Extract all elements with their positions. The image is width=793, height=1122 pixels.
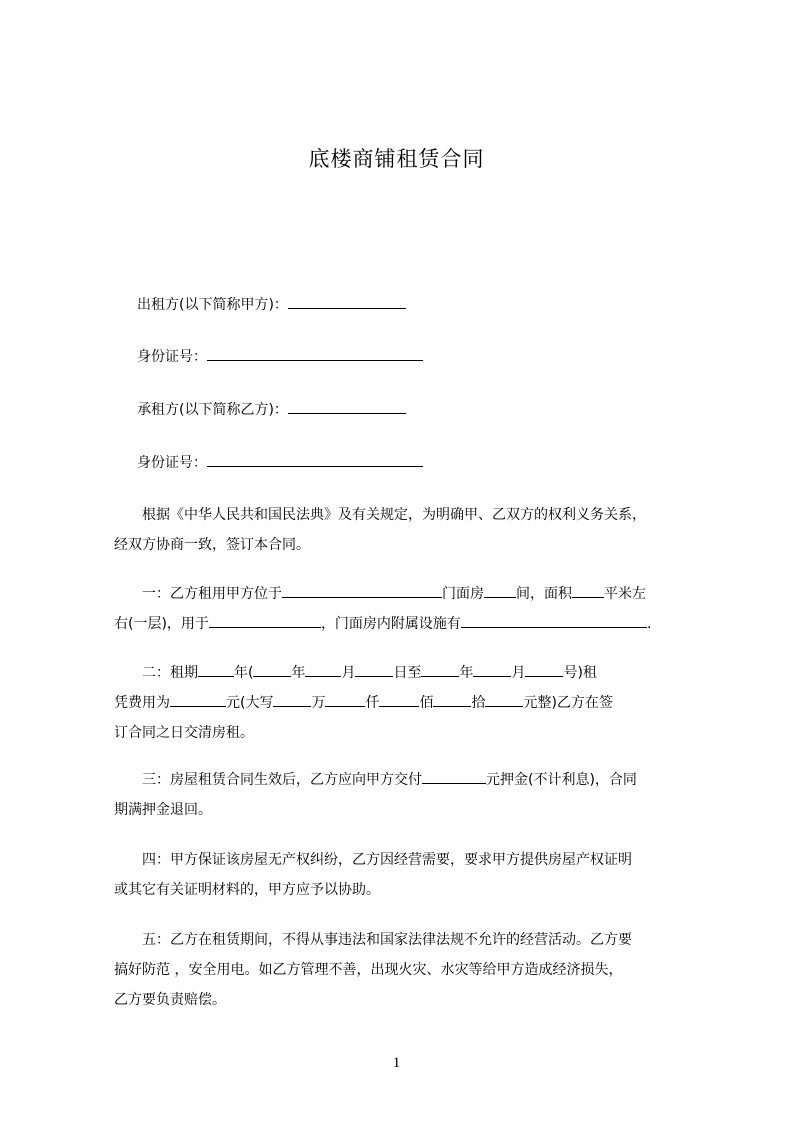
clause2-text-j: 元(大写 (226, 695, 274, 711)
clause2-text-m: 佰 (419, 695, 434, 711)
lessor-id-label: 身份证号： (137, 349, 207, 365)
clause-4 (114, 845, 714, 905)
clause1-text-d: 平米左 (604, 586, 646, 602)
clause1-location-blank[interactable] (282, 583, 442, 598)
clause1-purpose-blank[interactable] (209, 613, 321, 628)
clause2-text-e: 日至 (393, 665, 422, 681)
clause2-start-month-blank[interactable] (305, 662, 341, 677)
clause2-text-a: 二：租期 (142, 665, 198, 681)
lessor-label: 出租方(以下简称甲方)： (137, 297, 288, 313)
clause2-yuan-blank[interactable] (485, 692, 523, 707)
clause3-text-b: 元押金(不计利息)，合同 (486, 772, 637, 788)
lessor-blank[interactable] (288, 296, 406, 309)
clause2-text-d: 月 (341, 665, 356, 681)
lessee-blank[interactable] (288, 401, 406, 414)
clause4-line-1: 四：甲方保证该房屋无产权纠纷，乙方因经营需要，要求甲方提供房屋产权证明 (142, 852, 632, 868)
clause-3 (114, 765, 714, 825)
intro-paragraph (114, 500, 714, 560)
lessor-field (137, 294, 406, 314)
clause2-qian-blank[interactable] (325, 692, 365, 707)
clause2-text-o: 元整)乙方在签 (523, 695, 613, 711)
clause1-text-g: . (646, 616, 652, 632)
clause3-text-a: 三：房屋租赁合同生效后，乙方应向甲方交付 (142, 772, 422, 788)
clause-1 (114, 579, 714, 639)
clause1-text-a: 一：乙方租用甲方位于 (142, 586, 282, 602)
page-number: 1 (392, 1055, 401, 1071)
clause2-text-c: 年 (291, 665, 306, 681)
clause2-text-n: 拾 (471, 695, 486, 711)
clause2-text-l: 仟 (365, 695, 380, 711)
clause2-text-g: 月 (511, 665, 526, 681)
intro-line-1: 根据《中华人民共和国民法典》及有关规定，为明确甲、乙双方的权利义务关系， (142, 507, 646, 523)
clause2-shi-blank[interactable] (433, 692, 471, 707)
clause5-line-1: 五：乙方在租赁期间，不得从事违法和国家法律法规不允许的经营活动。乙方要 (142, 932, 632, 948)
lessor-id-blank[interactable] (207, 348, 423, 361)
clause1-area-blank[interactable] (572, 583, 604, 598)
clause1-text-b: 门面房 (442, 586, 484, 602)
lessee-field (137, 399, 406, 419)
clause-5 (114, 925, 714, 1015)
clause2-end-year-blank[interactable] (421, 662, 459, 677)
clause2-end-day-blank[interactable] (525, 662, 563, 677)
clause1-text-f: ，门面房内附属设施有 (320, 616, 461, 632)
lessee-id-field (137, 452, 423, 472)
clause3-deposit-blank[interactable] (422, 769, 486, 784)
clause3-text-c: 期满押金退回。 (114, 802, 212, 818)
clause2-text-p: 订合同之日交清房租。 (114, 725, 254, 741)
clause1-text-e: 右(一层)，用于 (114, 616, 209, 632)
clause2-wan-blank[interactable] (273, 692, 311, 707)
clause2-text-h: 号)租 (563, 665, 597, 681)
clause1-text-c: 间，面积 (516, 586, 572, 602)
lessee-id-label: 身份证号： (137, 455, 207, 471)
clause1-rooms-blank[interactable] (484, 583, 516, 598)
clause2-text-f: 年 (459, 665, 474, 681)
clause2-start-year-blank[interactable] (253, 662, 291, 677)
clause2-start-day-blank[interactable] (355, 662, 393, 677)
clause5-line-3: 乙方要负责赔偿。 (114, 992, 226, 1008)
document-title: 底楼商铺租赁合同 (308, 147, 485, 171)
clause-2 (114, 658, 714, 748)
clause2-years-blank[interactable] (198, 662, 234, 677)
clause2-end-month-blank[interactable] (473, 662, 511, 677)
clause2-text-k: 万 (311, 695, 326, 711)
intro-line-2: 经双方协商一致，签订本合同。 (114, 537, 310, 553)
clause2-text-i: 凭费用为 (114, 695, 170, 711)
lessee-id-blank[interactable] (207, 454, 423, 467)
clause1-facilities-blank[interactable] (461, 613, 647, 628)
lessor-id-field (137, 346, 423, 366)
clause4-line-2: 或其它有关证明材料的，甲方应予以协助。 (114, 882, 380, 898)
clause2-amount-blank[interactable] (170, 692, 226, 707)
lessee-label: 承租方(以下简称乙方)： (137, 402, 288, 418)
clause2-bai-blank[interactable] (379, 692, 419, 707)
clause5-line-2: 搞好防范 ，安全用电。如乙方管理不善，出现火灾、水灾等给甲方造成经济损失， (114, 962, 623, 978)
clause2-text-b: 年( (234, 665, 254, 681)
